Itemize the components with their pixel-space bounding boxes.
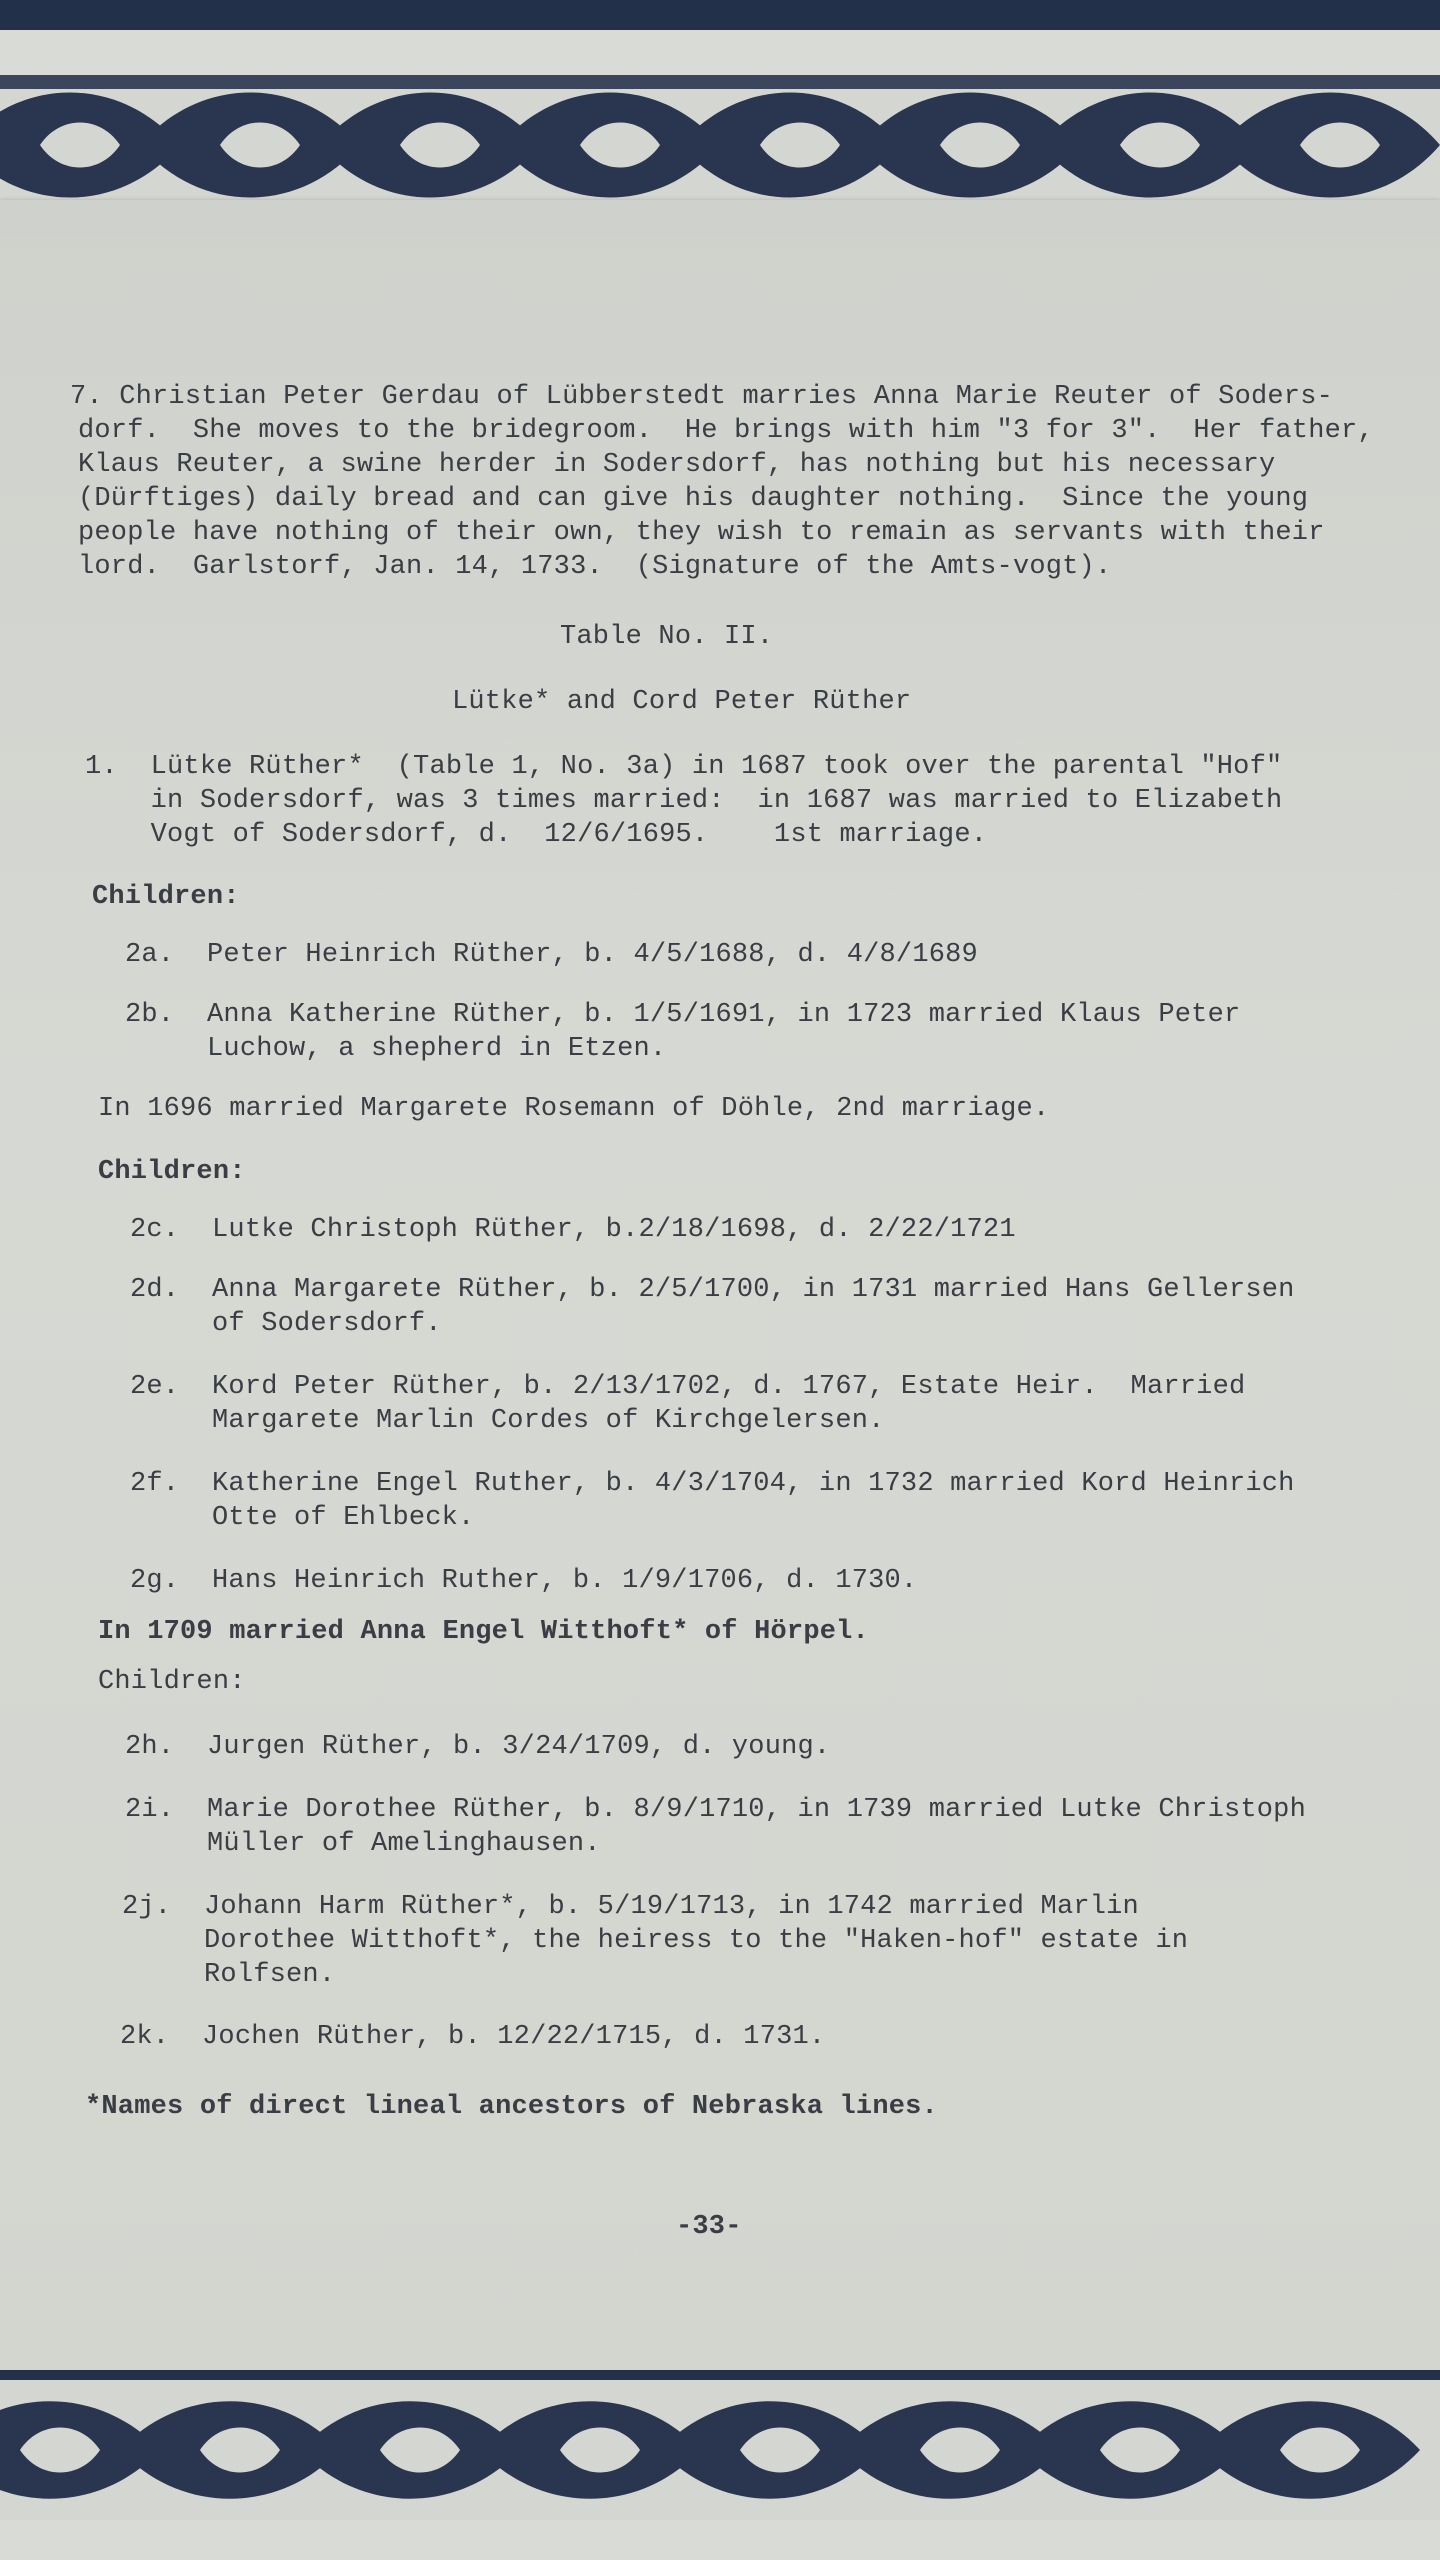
child-entry: Dorothee Witthoft*, the heiress to the "Haken-hof" estate in (122, 1926, 1189, 1956)
rug-pattern (0, 75, 1440, 220)
child-entry: 2a. Peter Heinrich Rüther, b. 4/5/1688, d. 4/8/1689 (125, 940, 978, 970)
entry1-line: in Sodersdorf, was 3 times married: in 1687 was married to Elizabeth (85, 786, 1283, 816)
para7-line: people have nothing of their own, they wish to remain as servants with their (78, 518, 1325, 548)
children-label: Children: (92, 882, 240, 912)
child-entry: 2c. Lutke Christoph Rüther, b.2/18/1698, d. 2/22/1721 (130, 1215, 1016, 1245)
page-number: -33- (676, 2212, 742, 2242)
para7-line: (Dürftiges) daily bread and can give his daughter nothing. Since the young (78, 484, 1309, 514)
entry1-line: 1. Lütke Rüther* (Table 1, No. 3a) in 1687 took over the parental "Hof" (85, 752, 1283, 782)
child-entry: Margarete Marlin Cordes of Kirchgelersen. (130, 1406, 885, 1436)
child-entry: 2f. Katherine Engel Ruther, b. 4/3/1704, in 1732 married Kord Heinrich (130, 1469, 1295, 1499)
child-entry: 2j. Johann Harm Rüther*, b. 5/19/1713, in 1742 married Marlin (122, 1892, 1139, 1922)
rug-top-border (0, 0, 1440, 230)
rug-pattern (0, 2380, 1440, 2520)
table-subtitle: Lütke* and Cord Peter Rüther (452, 687, 912, 717)
para7-line: lord. Garlstorf, Jan. 14, 1733. (Signature of the Amts-vogt). (78, 552, 1112, 582)
table-title: Table No. II. (560, 622, 774, 652)
child-entry: 2k. Jochen Rüther, b. 12/22/1715, d. 1731. (120, 2022, 826, 2052)
marriage-note: In 1696 married Margarete Rosemann of Döhle, 2nd marriage. (98, 1094, 1050, 1124)
entry1-line: Vogt of Sodersdorf, d. 12/6/1695. 1st marriage. (85, 820, 988, 850)
child-entry: Müller of Amelinghausen. (125, 1829, 601, 1859)
child-entry: 2i. Marie Dorothee Rüther, b. 8/9/1710, in 1739 married Lutke Christoph (125, 1795, 1306, 1825)
child-entry: Otte of Ehlbeck. (130, 1503, 475, 1533)
child-entry: 2b. Anna Katherine Rüther, b. 1/5/1691, in 1723 married Klaus Peter (125, 1000, 1241, 1030)
children-label: Children: (98, 1157, 246, 1187)
child-entry: of Sodersdorf. (130, 1309, 442, 1339)
rug-light-stripe (0, 2520, 1440, 2560)
para7-line: dorf. She moves to the bridegroom. He brings with him "3 for 3". Her father, (78, 416, 1374, 446)
rug-light-stripe (0, 30, 1440, 80)
marriage-note: In 1709 married Anna Engel Witthoft* of Hörpel. (98, 1617, 869, 1647)
child-entry: 2g. Hans Heinrich Ruther, b. 1/9/1706, d. 1730. (130, 1566, 918, 1596)
rug-bottom-border (0, 2370, 1440, 2560)
para7-line: Klaus Reuter, a swine herder in Sodersdorf, has nothing but his necessary (78, 450, 1276, 480)
footnote: *Names of direct lineal ancestors of Nebraska lines. (85, 2092, 938, 2122)
document-page (0, 200, 1440, 2395)
children-label: Children: (98, 1667, 246, 1697)
child-entry: Rolfsen. (122, 1960, 336, 1990)
child-entry: 2e. Kord Peter Rüther, b. 2/13/1702, d. 1767, Estate Heir. Married (130, 1372, 1246, 1402)
para7-line: 7. Christian Peter Gerdau of Lübberstedt marries Anna Marie Reuter of Soders- (70, 382, 1334, 412)
child-entry: Luchow, a shepherd in Etzen. (125, 1034, 667, 1064)
child-entry: 2d. Anna Margarete Rüther, b. 2/5/1700, in 1731 married Hans Gellersen (130, 1275, 1295, 1305)
child-entry: 2h. Jurgen Rüther, b. 3/24/1709, d. young. (125, 1732, 831, 1762)
